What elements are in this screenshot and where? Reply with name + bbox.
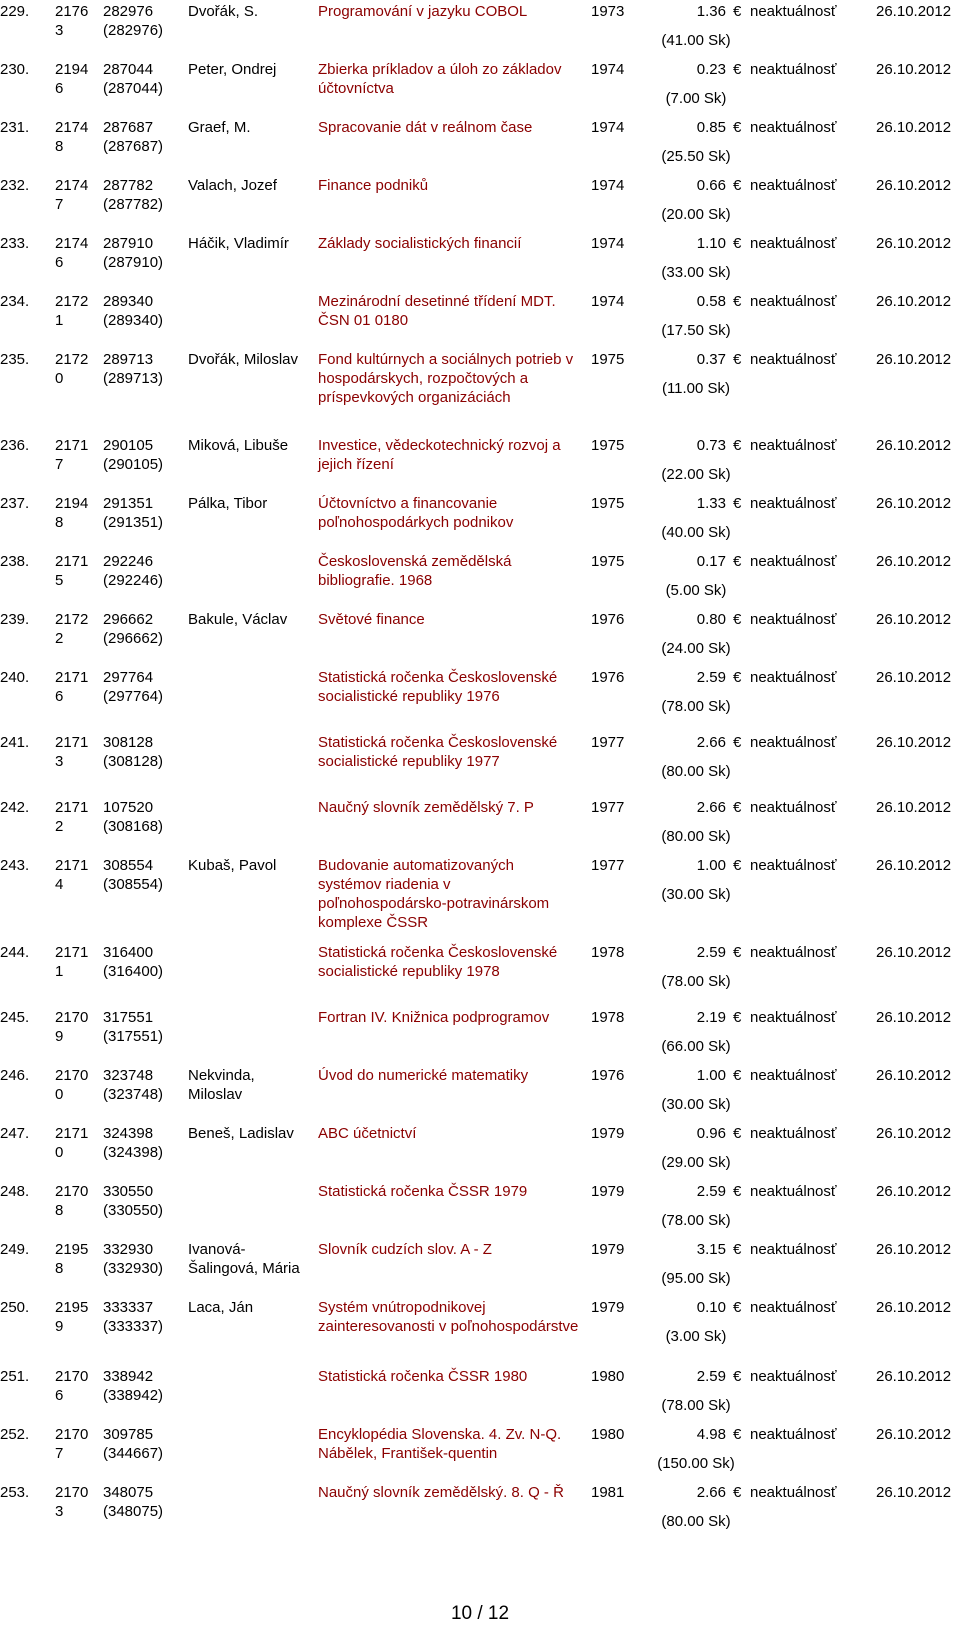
euro-sign: € [733, 61, 742, 78]
price-sk: (150.00 Sk) [657, 1455, 735, 1472]
status-text: neaktuálnosť [750, 857, 837, 874]
euro-sign: € [733, 351, 742, 368]
price-eur: 2.66 [696, 1484, 726, 1501]
status-text: neaktuálnosť [750, 235, 837, 252]
price-eur: 2.66 [696, 799, 726, 816]
record-id: 2170 9 [55, 1009, 89, 1045]
inventory-number: 338942 (338942) [103, 1368, 164, 1404]
status-date: 26.10.2012 [876, 1368, 952, 1385]
price-sk: (33.00 Sk) [661, 264, 731, 281]
record-id: 2170 8 [55, 1183, 89, 1219]
price-eur: 2.19 [696, 1009, 726, 1026]
inventory-number: 332930 (332930) [103, 1241, 164, 1277]
status-date: 26.10.2012 [876, 799, 952, 816]
status-text: neaktuálnosť [750, 1299, 837, 1316]
price-eur: 2.59 [696, 669, 726, 686]
price-sk: (78.00 Sk) [661, 698, 731, 715]
inventory-number: 287782 (287782) [103, 177, 164, 213]
book-title: Statistická ročenka ČSSR 1980 [318, 1368, 528, 1385]
book-title: Budovanie automatizovaných systémov riadenia v poľnohospodársko-potravinárskom komplexe ČSSR [318, 857, 550, 931]
publication-year: 1981 [591, 1484, 625, 1501]
inventory-number: 290105 (290105) [103, 437, 164, 473]
record-id: 2174 6 [55, 235, 89, 271]
publication-year: 1974 [591, 177, 625, 194]
price-eur: 0.58 [696, 293, 726, 310]
inventory-number: 333337 (333337) [103, 1299, 164, 1335]
inventory-number: 289340 (289340) [103, 293, 164, 329]
book-title: Systém vnútropodnikovej zainteresovanosti v poľnohospodárstve [318, 1299, 579, 1335]
book-title: Úvod do numerické matematiky [318, 1067, 529, 1084]
record-id: 2176 3 [55, 3, 89, 39]
price-eur: 0.73 [696, 437, 726, 454]
status-text: neaktuálnosť [750, 3, 837, 20]
status-date: 26.10.2012 [876, 553, 952, 570]
record-id: 2171 5 [55, 553, 89, 589]
publication-year: 1975 [591, 437, 625, 454]
row-number: 246. [0, 1067, 30, 1084]
euro-sign: € [733, 611, 742, 628]
publication-year: 1975 [591, 495, 625, 512]
price-eur: 2.59 [696, 944, 726, 961]
inventory-number: 287910 (287910) [103, 235, 164, 271]
price-eur: 1.00 [696, 1067, 726, 1084]
book-title: Statistická ročenka Československé socialistické republiky 1976 [318, 669, 558, 705]
publication-year: 1977 [591, 734, 625, 751]
status-date: 26.10.2012 [876, 61, 952, 78]
price-sk: (95.00 Sk) [661, 1270, 731, 1287]
row-number: 250. [0, 1299, 30, 1316]
row-number: 248. [0, 1183, 30, 1200]
book-title: Naučný slovník zemědělský 7. P [318, 799, 534, 816]
record-id: 2174 7 [55, 177, 89, 213]
row-number: 253. [0, 1484, 30, 1501]
row-number: 231. [0, 119, 30, 136]
euro-sign: € [733, 495, 742, 512]
record-id: 2171 4 [55, 857, 89, 893]
publication-year: 1979 [591, 1299, 625, 1316]
price-eur: 1.33 [696, 495, 726, 512]
row-number: 241. [0, 734, 30, 751]
status-date: 26.10.2012 [876, 1426, 952, 1443]
status-text: neaktuálnosť [750, 944, 837, 961]
record-id: 2195 8 [55, 1241, 89, 1277]
status-text: neaktuálnosť [750, 1368, 837, 1385]
publication-year: 1980 [591, 1426, 625, 1443]
inventory-number: 308128 (308128) [103, 734, 164, 770]
price-sk: (80.00 Sk) [661, 828, 731, 845]
record-id: 2170 3 [55, 1484, 89, 1520]
euro-sign: € [733, 734, 742, 751]
price-eur: 0.10 [696, 1299, 726, 1316]
status-date: 26.10.2012 [876, 351, 952, 368]
status-date: 26.10.2012 [876, 235, 952, 252]
row-number: 235. [0, 351, 30, 368]
record-id: 2170 7 [55, 1426, 89, 1462]
book-title: Spracovanie dát v reálnom čase [318, 119, 533, 136]
price-sk: (22.00 Sk) [661, 466, 731, 483]
book-title: Finance podniků [318, 177, 429, 194]
euro-sign: € [733, 1241, 742, 1258]
status-date: 26.10.2012 [876, 1299, 952, 1316]
price-sk: (80.00 Sk) [661, 763, 731, 780]
row-number: 232. [0, 177, 30, 194]
price-eur: 2.66 [696, 734, 726, 751]
author: Nekvinda, Miloslav [188, 1067, 255, 1103]
euro-sign: € [733, 1125, 742, 1142]
author: Háčik, Vladimír [188, 235, 289, 252]
status-date: 26.10.2012 [876, 611, 952, 628]
row-number: 245. [0, 1009, 30, 1026]
inventory-number: 107520 (308168) [103, 799, 164, 835]
status-date: 26.10.2012 [876, 669, 952, 686]
row-number: 244. [0, 944, 30, 961]
record-id: 2174 8 [55, 119, 89, 155]
row-number: 240. [0, 669, 30, 686]
inventory-number: 324398 (324398) [103, 1125, 164, 1161]
status-date: 26.10.2012 [876, 1009, 952, 1026]
record-id: 2171 0 [55, 1125, 89, 1161]
inventory-number: 348075 (348075) [103, 1484, 164, 1520]
author: Kubaš, Pavol [188, 857, 277, 874]
status-date: 26.10.2012 [876, 944, 952, 961]
record-id: 2172 2 [55, 611, 89, 647]
price-eur: 2.59 [696, 1183, 726, 1200]
price-eur: 1.36 [696, 3, 726, 20]
price-sk: (30.00 Sk) [661, 886, 731, 903]
status-text: neaktuálnosť [750, 1067, 837, 1084]
price-eur: 2.59 [696, 1368, 726, 1385]
book-title: Světové finance [318, 611, 425, 628]
status-date: 26.10.2012 [876, 119, 952, 136]
status-text: neaktuálnosť [750, 1241, 837, 1258]
record-id: 2171 1 [55, 944, 89, 980]
record-id: 2171 2 [55, 799, 89, 835]
price-eur: 0.37 [696, 351, 726, 368]
price-sk: (11.00 Sk) [661, 380, 731, 397]
inventory-number: 282976 (282976) [103, 3, 164, 39]
euro-sign: € [733, 437, 742, 454]
status-text: neaktuálnosť [750, 611, 837, 628]
book-title: Základy socialistických financií [318, 235, 522, 252]
publication-year: 1977 [591, 857, 625, 874]
price-sk: (17.50 Sk) [661, 322, 731, 339]
inventory-number: 308554 (308554) [103, 857, 164, 893]
status-date: 26.10.2012 [876, 3, 952, 20]
author: Beneš, Ladislav [188, 1125, 294, 1142]
status-text: neaktuálnosť [750, 61, 837, 78]
price-sk: (78.00 Sk) [661, 1212, 731, 1229]
euro-sign: € [733, 669, 742, 686]
author: Laca, Ján [188, 1299, 254, 1316]
book-title: Encyklopédia Slovenska. 4. Zv. N-Q. Nábělek, František-quentin [318, 1426, 562, 1462]
euro-sign: € [733, 944, 742, 961]
publication-year: 1978 [591, 944, 625, 961]
price-sk: (5.00 Sk) [665, 582, 727, 599]
euro-sign: € [733, 177, 742, 194]
record-id: 2172 0 [55, 351, 89, 387]
status-date: 26.10.2012 [876, 177, 952, 194]
price-sk: (7.00 Sk) [665, 90, 727, 107]
status-text: neaktuálnosť [750, 1009, 837, 1026]
book-title: Účtovníctvo a financovanie poľnohospodárkych podnikov [318, 495, 514, 531]
author: Ivanová-Šalingová, Mária [188, 1241, 300, 1277]
price-eur: 3.15 [696, 1241, 726, 1258]
publication-year: 1976 [591, 1067, 625, 1084]
price-eur: 4.98 [696, 1426, 726, 1443]
author: Graef, M. [188, 119, 251, 136]
price-sk: (29.00 Sk) [661, 1154, 731, 1171]
record-id: 2170 0 [55, 1067, 89, 1103]
price-eur: 0.96 [696, 1125, 726, 1142]
price-sk: (24.00 Sk) [661, 640, 731, 657]
record-id: 2170 6 [55, 1368, 89, 1404]
book-title: Československá zemědělská bibliografie. 1968 [318, 553, 512, 589]
euro-sign: € [733, 1009, 742, 1026]
publication-year: 1976 [591, 669, 625, 686]
euro-sign: € [733, 1067, 742, 1084]
book-title: Mezinárodní desetinné třídení MDT. ČSN 01 0180 [318, 293, 556, 329]
book-title: Fond kultúrnych a sociálnych potrieb v hospodárskych, rozpočtových a príspevkových organizáciách [318, 351, 574, 406]
author: Dvořák, S. [188, 3, 259, 20]
publication-year: 1974 [591, 235, 625, 252]
price-eur: 1.00 [696, 857, 726, 874]
euro-sign: € [733, 553, 742, 570]
publication-year: 1975 [591, 553, 625, 570]
author: Valach, Jozef [188, 177, 277, 194]
status-text: neaktuálnosť [750, 734, 837, 751]
euro-sign: € [733, 1183, 742, 1200]
status-text: neaktuálnosť [750, 177, 837, 194]
row-number: 236. [0, 437, 30, 454]
book-title: Statistická ročenka Československé socialistické republiky 1977 [318, 734, 558, 770]
publication-year: 1979 [591, 1183, 625, 1200]
record-id: 2171 3 [55, 734, 89, 770]
status-text: neaktuálnosť [750, 669, 837, 686]
inventory-number: 289713 (289713) [103, 351, 164, 387]
status-date: 26.10.2012 [876, 1484, 952, 1501]
row-number: 230. [0, 61, 30, 78]
publication-year: 1974 [591, 119, 625, 136]
status-date: 26.10.2012 [876, 495, 952, 512]
status-date: 26.10.2012 [876, 293, 952, 310]
publication-year: 1977 [591, 799, 625, 816]
row-number: 233. [0, 235, 30, 252]
book-title: ABC účetnictví [318, 1125, 417, 1142]
record-id: 2194 8 [55, 495, 89, 531]
euro-sign: € [733, 799, 742, 816]
status-text: neaktuálnosť [750, 495, 837, 512]
price-eur: 0.66 [696, 177, 726, 194]
page-number: 10 / 12 [450, 1603, 510, 1624]
publication-year: 1976 [591, 611, 625, 628]
publication-year: 1975 [591, 351, 625, 368]
book-title: Slovník cudzích slov. A - Z [318, 1241, 492, 1258]
price-sk: (78.00 Sk) [661, 973, 731, 990]
publication-year: 1973 [591, 3, 625, 20]
row-number: 243. [0, 857, 30, 874]
row-number: 249. [0, 1241, 30, 1258]
euro-sign: € [733, 1426, 742, 1443]
row-number: 237. [0, 495, 30, 512]
price-eur: 0.23 [696, 61, 726, 78]
record-id: 2194 6 [55, 61, 89, 97]
status-date: 26.10.2012 [876, 1183, 952, 1200]
price-sk: (80.00 Sk) [661, 1513, 731, 1530]
author: Miková, Libuše [188, 437, 289, 454]
euro-sign: € [733, 293, 742, 310]
status-text: neaktuálnosť [750, 1183, 837, 1200]
record-id: 2172 1 [55, 293, 89, 329]
book-title: Investice, vědeckotechnický rozvoj a jejich řízení [318, 437, 561, 473]
price-sk: (41.00 Sk) [661, 32, 731, 49]
inventory-number: 296662 (296662) [103, 611, 164, 647]
euro-sign: € [733, 119, 742, 136]
euro-sign: € [733, 1368, 742, 1385]
publication-year: 1980 [591, 1368, 625, 1385]
status-text: neaktuálnosť [750, 119, 837, 136]
status-date: 26.10.2012 [876, 437, 952, 454]
status-text: neaktuálnosť [750, 437, 837, 454]
price-eur: 0.80 [696, 611, 726, 628]
book-title: Programování v jazyku COBOL [318, 3, 528, 20]
inventory-number: 323748 (323748) [103, 1067, 164, 1103]
status-date: 26.10.2012 [876, 857, 952, 874]
euro-sign: € [733, 235, 742, 252]
row-number: 238. [0, 553, 30, 570]
row-number: 251. [0, 1368, 30, 1385]
author: Dvořák, Miloslav [188, 351, 299, 368]
book-title: Zbierka príkladov a úloh zo základov účtovníctva [318, 61, 562, 97]
inventory-number: 317551 (317551) [103, 1009, 164, 1045]
status-text: neaktuálnosť [750, 1426, 837, 1443]
price-sk: (40.00 Sk) [661, 524, 731, 541]
record-id: 2195 9 [55, 1299, 89, 1335]
status-text: neaktuálnosť [750, 1484, 837, 1501]
inventory-number: 309785 (344667) [103, 1426, 164, 1462]
publication-year: 1974 [591, 293, 625, 310]
price-sk: (78.00 Sk) [661, 1397, 731, 1414]
status-text: neaktuálnosť [750, 293, 837, 310]
price-eur: 0.17 [696, 553, 726, 570]
row-number: 247. [0, 1125, 30, 1142]
inventory-number: 297764 (297764) [103, 669, 164, 705]
inventory-number: 287044 (287044) [103, 61, 164, 97]
inventory-number: 330550 (330550) [103, 1183, 164, 1219]
record-id: 2171 6 [55, 669, 89, 705]
inventory-number: 291351 (291351) [103, 495, 164, 531]
inventory-number: 292246 (292246) [103, 553, 164, 589]
status-text: neaktuálnosť [750, 799, 837, 816]
row-number: 229. [0, 3, 30, 20]
author: Pálka, Tibor [188, 495, 268, 512]
publication-year: 1979 [591, 1241, 625, 1258]
record-id: 2171 7 [55, 437, 89, 473]
row-number: 234. [0, 293, 30, 310]
row-number: 252. [0, 1426, 30, 1443]
euro-sign: € [733, 1484, 742, 1501]
author: Peter, Ondrej [188, 61, 277, 78]
price-eur: 0.85 [696, 119, 726, 136]
price-sk: (30.00 Sk) [661, 1096, 731, 1113]
book-title: Fortran IV. Knižnica podprogramov [318, 1009, 550, 1026]
price-sk: (66.00 Sk) [661, 1038, 731, 1055]
price-sk: (3.00 Sk) [665, 1328, 727, 1345]
euro-sign: € [733, 857, 742, 874]
inventory-number: 287687 (287687) [103, 119, 164, 155]
publication-year: 1979 [591, 1125, 625, 1142]
status-text: neaktuálnosť [750, 553, 837, 570]
status-date: 26.10.2012 [876, 734, 952, 751]
publication-year: 1974 [591, 61, 625, 78]
price-sk: (20.00 Sk) [661, 206, 731, 223]
row-number: 239. [0, 611, 30, 628]
book-title: Statistická ročenka Československé socialistické republiky 1978 [318, 944, 558, 980]
inventory-number: 316400 (316400) [103, 944, 164, 980]
status-date: 26.10.2012 [876, 1241, 952, 1258]
publication-year: 1978 [591, 1009, 625, 1026]
status-date: 26.10.2012 [876, 1067, 952, 1084]
price-sk: (25.50 Sk) [661, 148, 731, 165]
euro-sign: € [733, 1299, 742, 1316]
price-eur: 1.10 [696, 235, 726, 252]
row-number: 242. [0, 799, 30, 816]
book-title: Statistická ročenka ČSSR 1979 [318, 1183, 528, 1200]
status-text: neaktuálnosť [750, 1125, 837, 1142]
euro-sign: € [733, 3, 742, 20]
book-title: Naučný slovník zemědělský. 8. Q - Ř [318, 1484, 564, 1501]
status-date: 26.10.2012 [876, 1125, 952, 1142]
author: Bakule, Václav [188, 611, 288, 628]
status-text: neaktuálnosť [750, 351, 837, 368]
